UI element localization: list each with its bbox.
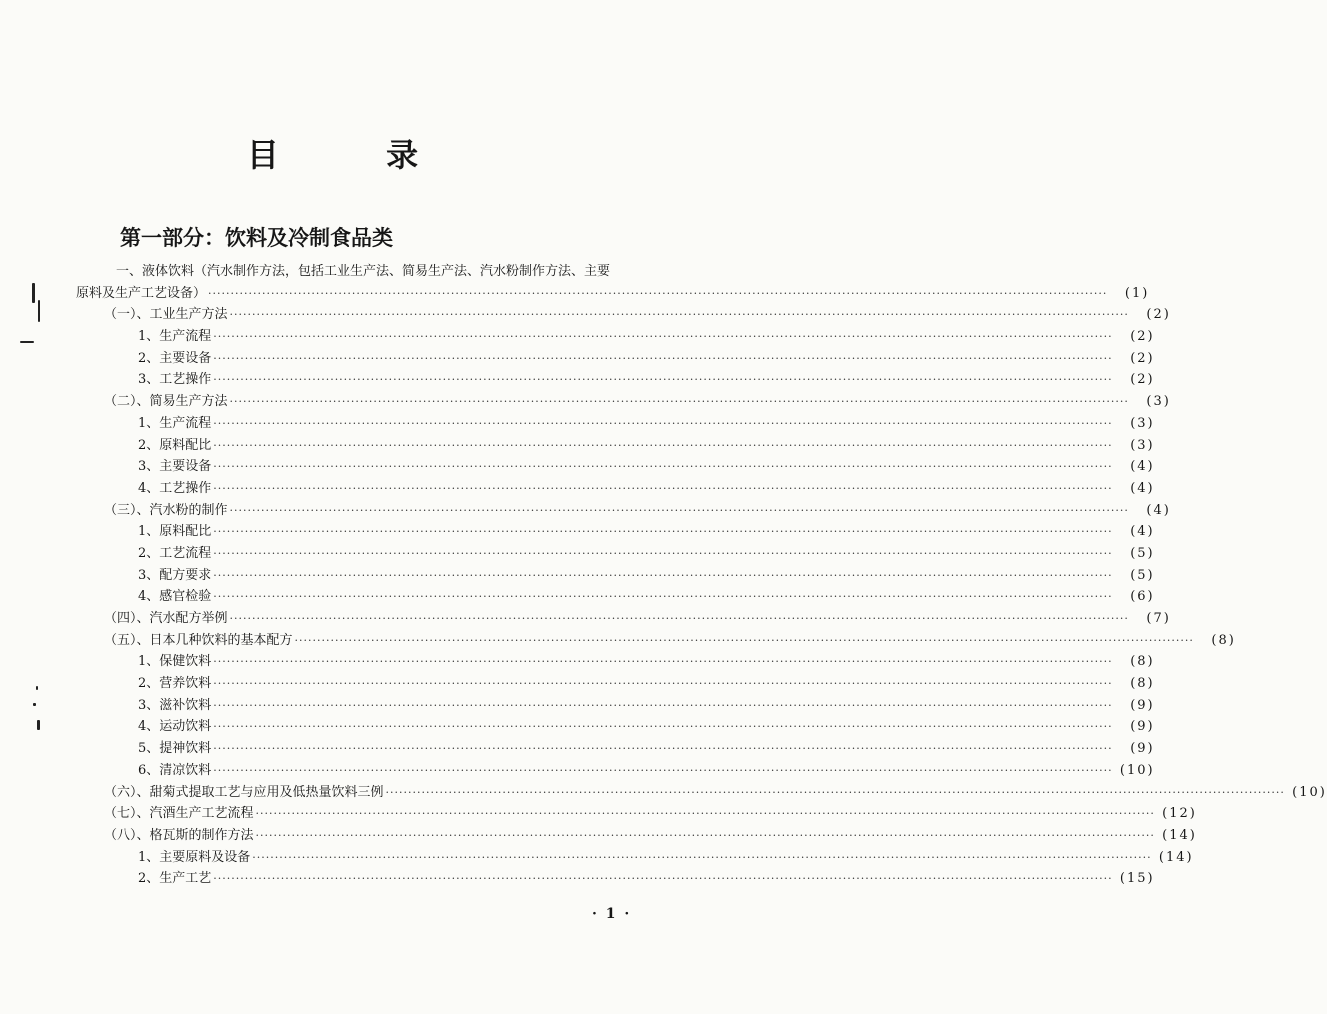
- toc-entry-page: (2): [1130, 350, 1155, 366]
- toc-leader-dots: ········································································································································································································: [213, 416, 1113, 430]
- toc-entry: [76, 326, 1155, 348]
- toc-leader-dots: ········································································································································································································: [213, 330, 1113, 344]
- toc-entry: [76, 435, 1155, 457]
- toc-entry-label: 3、滋补饮料: [138, 697, 212, 713]
- toc-entry-label: 3、主要设备: [138, 459, 212, 475]
- toc-entry-label: 3、工艺操作: [138, 372, 212, 388]
- toc-entry-label: 1、原料配比: [138, 524, 212, 540]
- toc-entry-label: （七）、汽酒生产工艺流程: [104, 806, 254, 822]
- toc-entry-page: (3): [1130, 415, 1155, 431]
- table-of-contents: [76, 261, 1327, 890]
- toc-leader-dots: ········································································································································································································: [385, 785, 1285, 799]
- toc-entry: [76, 456, 1155, 478]
- toc-leader-dots: ········································································································································································································: [213, 698, 1113, 712]
- toc-entry-page: (12): [1162, 806, 1197, 822]
- toc-entry-page: (15): [1119, 871, 1155, 887]
- toc-leader-dots: ········································································································································································································: [229, 395, 1129, 409]
- toc-entry-page: (8): [1130, 654, 1155, 670]
- toc-leader-dots: ········································································································································································································: [229, 308, 1129, 322]
- page-title: 目 录: [246, 136, 467, 174]
- toc-entry-label: 2、生产工艺: [138, 871, 212, 887]
- toc-entry-page: (9): [1130, 697, 1155, 713]
- toc-entry-page: (4): [1130, 524, 1155, 540]
- toc-entry: [76, 608, 1171, 630]
- toc-entry-page: (2): [1130, 329, 1155, 345]
- toc-entry: [76, 738, 1155, 760]
- toc-entry-label: 3、配方要求: [138, 567, 212, 583]
- toc-entry-page: (4): [1130, 459, 1155, 475]
- scan-mark: [37, 720, 40, 730]
- toc-entry-label: 4、感官检验: [138, 589, 212, 605]
- toc-entry: [76, 304, 1171, 326]
- scan-mark: [36, 686, 38, 690]
- toc-entry-label: （三）、汽水粉的制作: [104, 502, 228, 518]
- toc-entry-label: 1、主要原料及设备: [138, 849, 251, 865]
- toc-entry-label: （八）、格瓦斯的制作方法: [104, 827, 254, 843]
- toc-intro-line: 一、液体饮料（汽水制作方法，包括工业生产法、简易生产法、汽水粉制作方法、主要: [116, 264, 611, 279]
- toc-leader-dots: ········································································································································································································: [213, 742, 1113, 756]
- toc-leader-dots: ········································································································································································································: [213, 481, 1113, 495]
- toc-entry-label: 1、生产流程: [138, 329, 212, 345]
- toc-leader-dots: ········································································································································································································: [213, 655, 1113, 669]
- scan-mark: [20, 341, 34, 343]
- toc-leader-dots: ········································································································································································································: [213, 720, 1113, 734]
- toc-leader-dots: ········································································································································································································: [255, 828, 1155, 842]
- toc-entry-page: (5): [1130, 545, 1155, 561]
- toc-leader-dots: ········································································································································································································: [213, 438, 1113, 452]
- toc-entry: [76, 673, 1155, 695]
- toc-entry: [76, 543, 1155, 565]
- toc-leader-dots: ········································································································································································································: [255, 807, 1155, 821]
- toc-leader-dots: ········································································································································································································: [229, 612, 1129, 625]
- toc-entry-label: 4、运动饮料: [138, 719, 212, 735]
- toc-entry-label: 5、提神饮料: [138, 741, 212, 757]
- toc-entry-page: (9): [1130, 719, 1155, 735]
- toc-entry: [76, 500, 1171, 522]
- toc-entry-page: (3): [1146, 394, 1171, 410]
- toc-leader-dots: ········································································································································································································: [213, 373, 1113, 387]
- toc-entry: [76, 716, 1155, 738]
- toc-leader-dots: ········································································································································································································: [213, 546, 1113, 560]
- toc-entry: [76, 695, 1155, 717]
- scan-mark: [38, 300, 40, 322]
- toc-entry-label: 4、工艺操作: [138, 480, 212, 496]
- toc-entry-page: (14): [1158, 849, 1194, 865]
- toc-leader-dots: ········································································································································································································: [208, 286, 1108, 300]
- scan-mark: [32, 283, 35, 303]
- toc-leader-dots: ········································································································································································································: [252, 850, 1152, 864]
- toc-entry: [76, 478, 1155, 500]
- toc-leader-dots: ········································································································································································································: [213, 525, 1113, 539]
- toc-entry-page: (10): [1292, 784, 1327, 800]
- toc-leader-dots: ········································································································································································································: [294, 633, 1194, 647]
- toc-entry-page: (1): [1124, 285, 1150, 301]
- toc-entry-page: (4): [1130, 480, 1155, 496]
- toc-leader-dots: ········································································································································································································: [213, 590, 1113, 604]
- part-heading: 第一部分：饮料及冷制食品类: [120, 226, 393, 250]
- toc-entry-page: (2): [1146, 307, 1171, 323]
- toc-entry-page: (8): [1130, 676, 1155, 692]
- toc-entry-label: 2、工艺流程: [138, 545, 212, 561]
- toc-entry: [76, 760, 1155, 782]
- toc-entry-label: 6、清凉饮料: [138, 762, 212, 778]
- toc-entry: [76, 369, 1155, 391]
- toc-entry-label: 2、原料配比: [138, 437, 212, 453]
- toc-entry-label: 1、保健饮料: [138, 654, 212, 670]
- toc-leader-dots: ········································································································································································································: [229, 503, 1129, 517]
- toc-entry-label: 2、主要设备: [138, 350, 212, 366]
- toc-entry: [76, 868, 1155, 890]
- toc-entry: [76, 348, 1155, 370]
- toc-entry-label: （一）、工业生产方法: [104, 307, 228, 323]
- toc-entry: [76, 630, 1236, 652]
- toc-entry-page: (14): [1162, 827, 1197, 843]
- toc-entry-label: 原料及生产工艺设备）: [76, 285, 207, 301]
- toc-entry-page: (10): [1119, 762, 1155, 778]
- toc-leader-dots: ········································································································································································································: [213, 677, 1113, 691]
- toc-leader-dots: ········································································································································································································: [213, 872, 1113, 886]
- toc-entry-page: (2): [1130, 372, 1155, 388]
- toc-entry: [76, 651, 1155, 673]
- toc-entry-page: (3): [1130, 437, 1155, 453]
- toc-entry: [76, 413, 1155, 435]
- page-number: · 1 ·: [592, 906, 632, 922]
- toc-leader-dots: ········································································································································································································: [213, 351, 1113, 365]
- toc-entry-label: 1、生产流程: [138, 415, 212, 431]
- toc-entry-label: （五）、日本几种饮料的基本配方: [104, 632, 293, 648]
- toc-entry-page: (8): [1211, 632, 1236, 648]
- toc-entry-label: （六）、甜菊式提取工艺与应用及低热量饮料三例: [104, 784, 384, 800]
- toc-entry-page: (7): [1146, 611, 1171, 626]
- toc-leader-dots: ········································································································································································································: [213, 763, 1113, 777]
- toc-entry: [76, 586, 1155, 608]
- toc-entry: [76, 847, 1194, 869]
- toc-entry-label: 2、营养饮料: [138, 676, 212, 692]
- toc-entry-page: (6): [1130, 589, 1155, 605]
- toc-entry: [76, 803, 1197, 825]
- toc-leader-dots: ········································································································································································································: [213, 460, 1113, 474]
- toc-entry-page: (5): [1130, 567, 1155, 583]
- toc-entry: [76, 565, 1155, 587]
- scan-mark: [33, 703, 36, 706]
- toc-entry-page: (4): [1146, 502, 1171, 518]
- toc-entry: [76, 283, 1150, 305]
- toc-entry: [76, 825, 1197, 847]
- toc-leader-dots: ········································································································································································································: [213, 568, 1113, 582]
- toc-entry: [76, 521, 1155, 543]
- toc-entry-label: （二）、简易生产方法: [104, 394, 228, 410]
- toc-entry: [76, 391, 1171, 413]
- toc-entry-page: (9): [1130, 741, 1155, 757]
- toc-entry: [76, 782, 1327, 804]
- toc-entry-label: （四）、汽水配方举例: [104, 611, 228, 626]
